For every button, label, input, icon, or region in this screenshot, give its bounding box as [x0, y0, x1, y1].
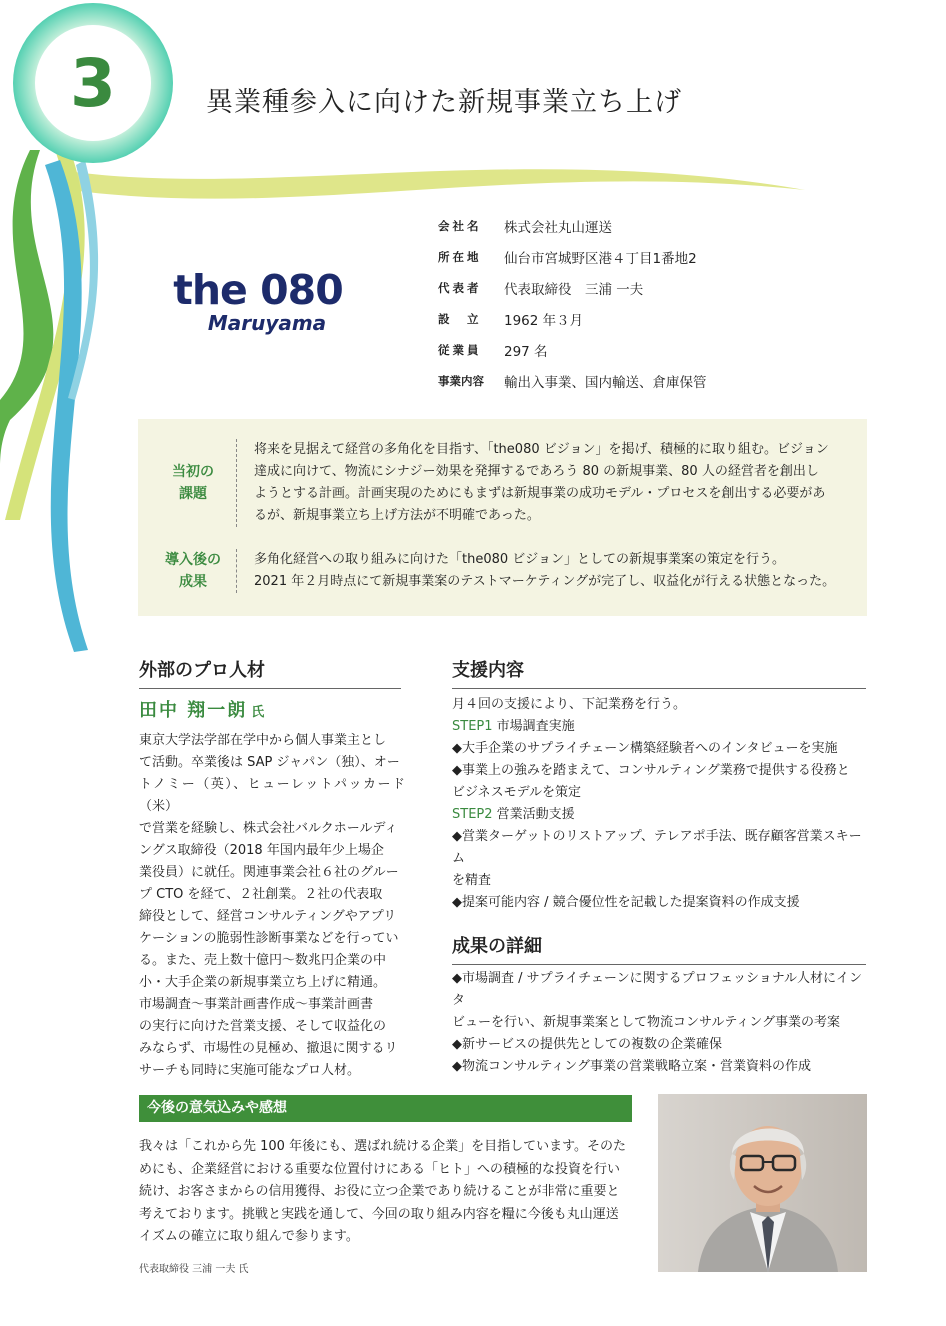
challenge-line: 達成に向けて、物流にシナジー効果を発揮するであろう 80 の新規事業、80 人の経営者を創出し: [254, 464, 819, 479]
outcome-label-line1: 導入後の: [165, 552, 221, 568]
challenge-line: 将来を見据えて経営の多角化を目指す、「the080 ビジョン」を掲げ、積極的に取り組む。ビジョン: [254, 442, 829, 457]
step2-item: ◆営業ターゲットのリストアップ、テレアポ手法、既存顧客営業スキーム: [452, 829, 862, 866]
info-label: 会社名: [438, 218, 482, 233]
result-item: ◆市場調査 / サプライチェーンに関するプロフェッショナル人材にインタ: [452, 971, 863, 1008]
bio-line: ングス取締役（2018 年国内最年少上場企: [139, 843, 384, 858]
info-label: 事業内容: [438, 373, 484, 388]
step2-title: 営業活動支援: [496, 807, 575, 822]
person-name: [139, 696, 264, 722]
outcome-text: [254, 549, 864, 593]
bio-line: 小・大手企業の新規事業立ち上げに精通。: [139, 975, 387, 990]
result-item: ビューを行い、新規事業案として物流コンサルティング事業の考案: [452, 1015, 841, 1030]
bio-line: る。また、売上数十億円〜数兆円企業の中: [139, 953, 387, 968]
info-value: 代表取締役 三浦 一夫: [504, 281, 644, 298]
info-label: 所在地: [438, 249, 482, 264]
signature: 代表取締役 三浦 一夫 氏: [139, 1264, 249, 1275]
step1-number: STEP1: [452, 719, 493, 734]
external-pro-heading: 外部のプロ人材: [139, 656, 401, 689]
step2-item: を精査: [452, 873, 492, 888]
bio-line: ケーションの脆弱性診断事業などを行ってい: [139, 931, 399, 946]
bio-line: 市場調査〜事業計画書作成〜事業計画書: [139, 997, 374, 1012]
bio-line: 業役員）に就任。関連事業会社６社のグルー: [139, 865, 399, 880]
bio-line: の実行に向けた営業支援、そして収益化の: [139, 1019, 387, 1034]
logo-sub-text: Maruyama: [207, 311, 327, 335]
comment-line: めにも、企業経営における重要な位置付けにある「ヒト」への積極的な投資を行い: [139, 1161, 621, 1177]
step1-item: ◆大手企業のサプライチェーン構築経験者へのインタビューを実施: [452, 741, 838, 756]
challenge-label-line1: 当初の: [172, 464, 214, 480]
info-row-company: [438, 210, 707, 241]
challenge-divider: [236, 439, 237, 527]
support-heading: 支援内容: [452, 656, 866, 689]
result-item: ◆物流コンサルティング事業の営業戦略立案・営業資料の作成: [452, 1059, 812, 1074]
challenge-outcome-box: [138, 419, 867, 616]
future-comment: [139, 1136, 634, 1249]
comment-line: 続け、お客さまからの信用獲得、お役に立つ企業であり続けることが非常に重要と: [139, 1184, 620, 1199]
info-value: 仙台市宮城野区港４丁目1番地2: [504, 250, 697, 267]
person-bio: [139, 730, 405, 1082]
step1-header: [452, 716, 872, 738]
representative-photo: [658, 1094, 867, 1272]
company-logo: [163, 268, 353, 334]
comment-line: 考えております。挑戦と実践を通して、今回の取り組み内容を糧に今後も丸山運送: [139, 1206, 619, 1222]
challenge-line: ようとする計画。計画実現のためにもまずは新規事業の成功モデル・プロセスを創出する必要があ: [254, 486, 826, 501]
portrait-illustration: [658, 1094, 867, 1272]
support-intro: 月４回の支援により、下記業務を行う。: [452, 697, 687, 712]
result-item: ◆新サービスの提供先としての複数の企業確保: [452, 1037, 722, 1052]
bio-line: プ CTO を経て、２社創業。２社の代表取: [139, 887, 383, 902]
bio-line: みならず、市場性の見極め、撤退に関するリ: [139, 1041, 398, 1056]
bio-line: トノミー（英）、ヒューレットパッカード（米）: [139, 777, 405, 814]
outcome-line: 2021 年２月時点にて新規事業案のテストマーケティングが完了し、収益化が行える状態となった。: [254, 574, 836, 589]
step1-item: ◆事業上の強みを踏まえて、コンサルティング業務で提供する役務と: [452, 763, 850, 778]
person-honorific: 氏: [251, 705, 265, 720]
bio-line: で営業を経験し、株式会社バルクホールディ: [139, 821, 398, 836]
info-row-business: [438, 365, 707, 396]
outcome-divider: [236, 549, 237, 593]
step2-item: ◆提案可能内容 / 競合優位性を記載した提案資料の作成支援: [452, 895, 800, 910]
outcome-label-line2: 成果: [179, 574, 207, 590]
challenge-text: [254, 439, 854, 527]
outcome-label: [153, 549, 233, 593]
info-row-representative: [438, 272, 707, 303]
info-row-employees: [438, 334, 707, 365]
logo-main-text: the 080: [173, 266, 343, 314]
results-list: [452, 968, 872, 1078]
support-content: [452, 694, 872, 914]
info-value: 輸出入事業、国内輸送、倉庫保管: [504, 374, 707, 391]
comment-line: イズムの確立に取り組んで参ります。: [139, 1229, 359, 1244]
person-name-text: 田中 翔一朗: [139, 700, 248, 721]
challenge-line: るが、新規事業立ち上げ方法が不明確であった。: [254, 508, 540, 523]
future-heading: 今後の意気込みや感想: [139, 1095, 632, 1122]
page-title: 異業種参入に向けた新規事業立ち上げ: [206, 87, 682, 118]
bio-line: サーチも同時に実施可能なプロ人材。: [139, 1063, 361, 1078]
results-heading: 成果の詳細: [452, 932, 866, 965]
info-value: 株式会社丸山運送: [504, 219, 612, 236]
bio-line: 締役として、経営コンサルティングやアプリ: [139, 909, 397, 924]
step2-number: STEP2: [452, 807, 493, 822]
outcome-line: 多角化経営への取り組みに向けた「the080 ビジョン」としての新規事業案の策定を行う。: [254, 552, 786, 567]
info-label: 従業員: [438, 342, 482, 357]
info-value: 1962 年３月: [504, 312, 584, 329]
info-row-founded: [438, 303, 707, 334]
step1-title: 市場調査実施: [496, 719, 575, 734]
challenge-label-line2: 課題: [179, 486, 207, 502]
info-row-address: [438, 241, 707, 272]
info-value: 297 名: [504, 343, 548, 360]
section-number: 3: [70, 44, 116, 122]
company-info: [438, 210, 707, 396]
step1-item: ビジネスモデルを策定: [452, 785, 581, 800]
comment-line: 我々は「これから先 100 年後にも、選ばれ続ける企業」を目指しています。そのた: [139, 1139, 627, 1154]
challenge-label: [153, 461, 233, 505]
bio-line: て活動。卒業後は SAP ジャパン（独）、オー: [139, 755, 400, 770]
info-label: 設 立: [438, 311, 482, 326]
bio-line: 東京大学法学部在学中から個人事業主とし: [139, 733, 387, 748]
info-label: 代表者: [438, 280, 482, 295]
step2-header: [452, 804, 872, 826]
